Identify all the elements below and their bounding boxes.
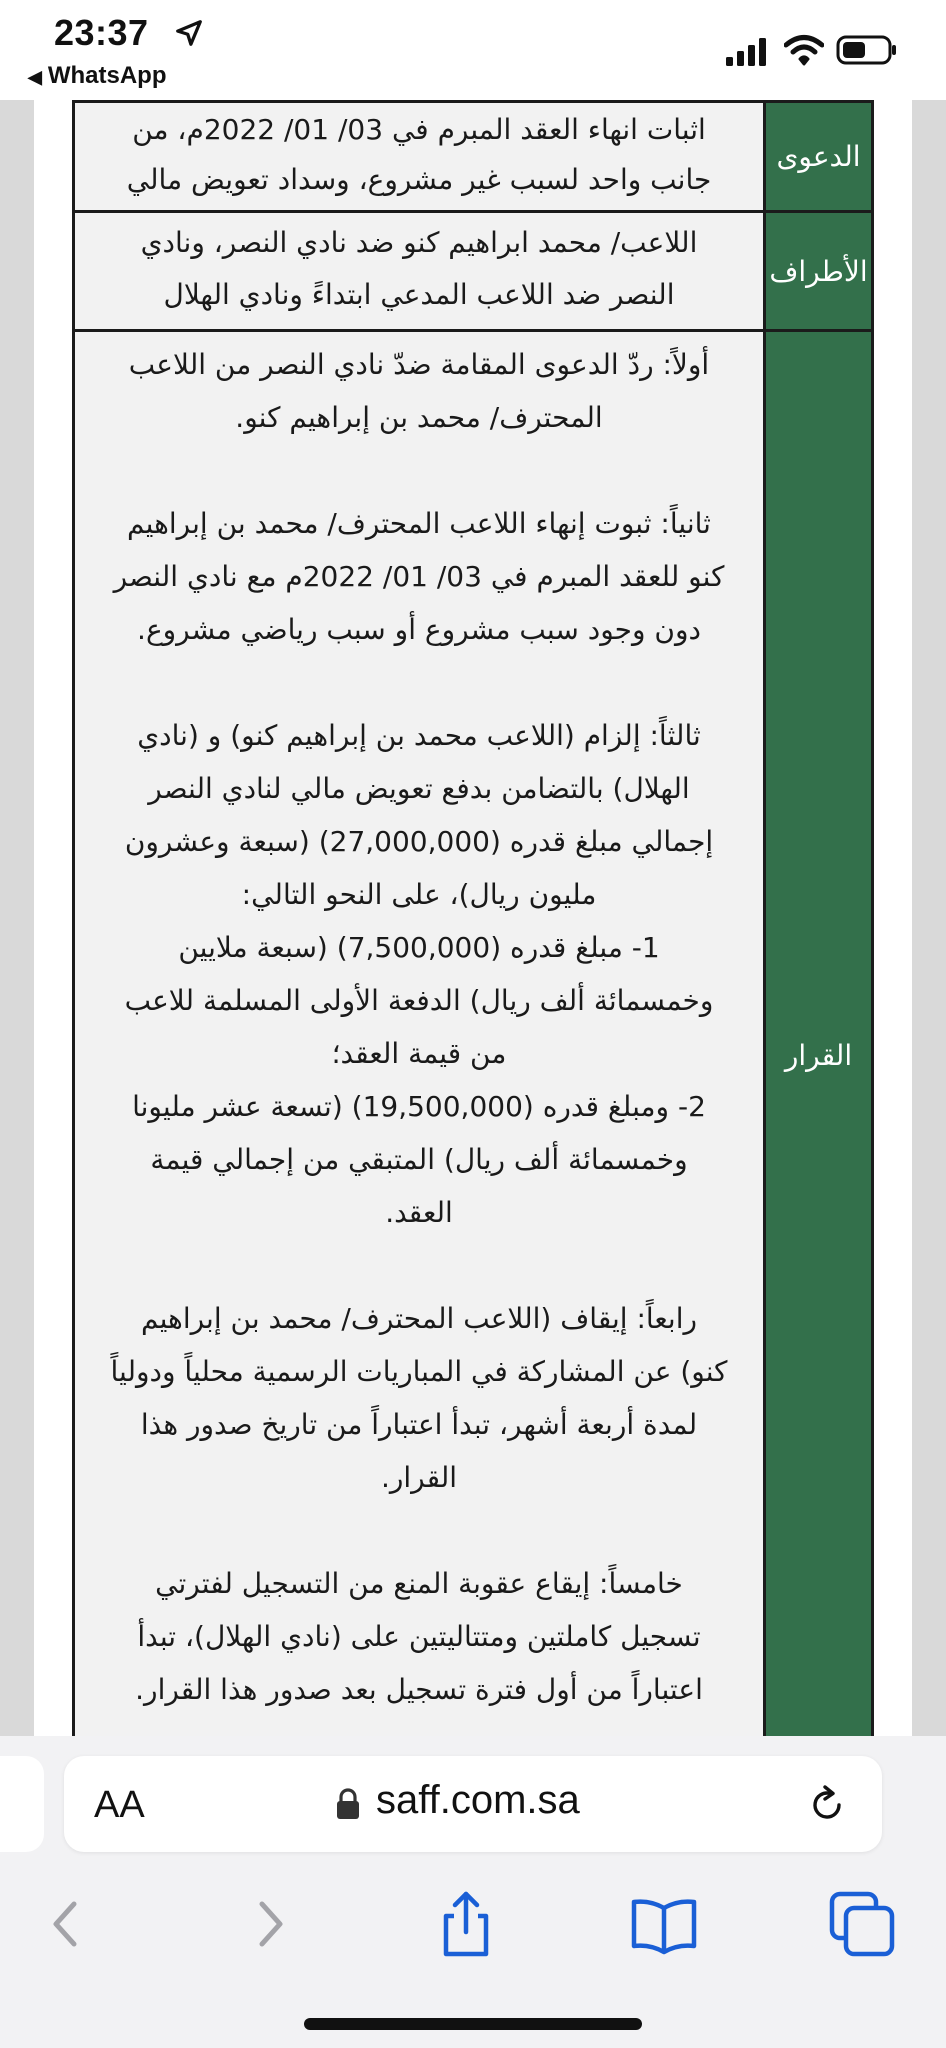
- bookmarks-button[interactable]: [628, 1888, 700, 1960]
- decision-paragraph-first: [75, 338, 763, 444]
- decision-line: وخمسمائة ألف ريال) الدفعة الأولى المسلمة للاعب: [124, 984, 714, 1017]
- share-icon: [430, 1888, 502, 1960]
- url-text[interactable]: saff.com.sa: [376, 1778, 580, 1822]
- decision-paragraph-second: [75, 497, 763, 656]
- bookmarks-icon: [628, 1888, 700, 1960]
- table-row-claim: [74, 102, 873, 212]
- decision-line: اعتباراً من أول فترة تسجيل بعد صدور هذا القرار.: [135, 1673, 703, 1706]
- share-button[interactable]: [430, 1888, 502, 1960]
- decision-line: القرار.: [380, 1461, 458, 1494]
- decision-line: ثانياً: ثبوت إنهاء اللاعب المحترف/ محمد بن إبراهيم: [127, 507, 711, 540]
- decision-line: رابعاً: إيقاف (اللاعب المحترف/ محمد بن إبراهيم: [140, 1302, 698, 1335]
- decision-line: لمدة أربعة أشهر، تبدأ اعتباراً من تاريخ صدور هذا: [140, 1408, 698, 1441]
- decision-line: 1- مبلغ قدره (7,500,000) (سبعة ملايين: [178, 931, 660, 964]
- row-label-decision: القرار: [765, 331, 873, 1737]
- row-label-parties: الأطراف: [765, 212, 873, 331]
- content-column: [34, 100, 912, 1736]
- row-content-claim: [74, 102, 765, 212]
- location-arrow-icon: [174, 18, 204, 48]
- forward-chevron-icon: [234, 1888, 306, 1960]
- table-row-decision: [74, 331, 873, 1737]
- claim-line: جانب واحد لسبب غير مشروع، وسداد تعويض مالي: [126, 163, 712, 196]
- previous-tab-preview[interactable]: [0, 1756, 44, 1852]
- back-triangle-icon: ◀: [28, 67, 42, 87]
- claim-line: اثبات انهاء العقد المبرم في 03/ 01/ 2022م، من: [132, 113, 706, 146]
- wifi-icon: [784, 34, 824, 66]
- decision-line: ثالثاً: إلزام (اللاعب محمد بن إبراهيم كنو) و (نادي: [137, 719, 701, 752]
- row-content-parties: [74, 212, 765, 331]
- browser-toolbar: [0, 1874, 946, 2048]
- address-field[interactable]: [64, 1756, 882, 1852]
- decision-paragraph-third: [75, 709, 763, 1239]
- decision-line: كنو) عن المشاركة في المباريات الرسمية محلياً ودولياً: [110, 1355, 728, 1388]
- parties-line: اللاعب/ محمد ابراهيم كنو ضد نادي النصر، ونادي: [140, 226, 698, 259]
- table-row-parties: [74, 212, 873, 331]
- decision-line: خامساً: إيقاع عقوبة المنع من التسجيل لفترتي: [155, 1567, 683, 1600]
- signal-icon: [726, 38, 770, 66]
- lock-icon: [336, 1788, 360, 1820]
- web-page-content[interactable]: [0, 100, 946, 1736]
- decision-line: من قيمة العقد؛: [331, 1037, 507, 1070]
- decision-line: دون وجود سبب مشروع أو سبب رياضي مشروع.: [137, 613, 701, 646]
- browser-address-bar: [0, 1736, 946, 1874]
- battery-icon: [836, 34, 898, 66]
- decision-line: 2- ومبلغ قدره (19,500,000) (تسعة عشر مليونا: [132, 1090, 706, 1123]
- tabs-button[interactable]: [826, 1888, 898, 1960]
- status-bar: [0, 0, 946, 100]
- decision-line: كنو للعقد المبرم في 03/ 01/ 2022م مع نادي النصر: [113, 560, 725, 593]
- reload-icon[interactable]: [806, 1784, 848, 1826]
- decision-line: أولاً: ردّ الدعوى المقامة ضدّ نادي النصر من اللاعب: [128, 348, 710, 381]
- forward-button[interactable]: [234, 1888, 306, 1960]
- back-button[interactable]: [30, 1888, 102, 1960]
- status-time: 23:37: [54, 12, 149, 53]
- decision-line: مليون ريال)، على النحو التالي:: [241, 878, 597, 911]
- parties-line: النصر ضد اللاعب المدعي ابتداءً ونادي الهلال: [163, 278, 675, 311]
- decision-line: تسجيل كاملتين ومتتاليتين على (نادي الهلال)، تبدأ: [137, 1620, 701, 1653]
- ruling-table: [72, 100, 874, 1736]
- row-content-decision: [74, 331, 765, 1737]
- decision-line: الهلال) بالتضامن بدفع تعويض مالي لنادي النصر: [148, 772, 690, 805]
- home-indicator[interactable]: [304, 2018, 642, 2030]
- decision-line: المحترف/ محمد بن إبراهيم كنو.: [235, 401, 603, 434]
- decision-paragraph-fourth: [75, 1292, 763, 1504]
- back-chevron-icon: [30, 1888, 102, 1960]
- decision-paragraph-fifth: [75, 1557, 763, 1716]
- tabs-icon: [826, 1888, 898, 1960]
- decision-line: العقد.: [385, 1196, 453, 1229]
- back-to-app-button[interactable]: [28, 62, 167, 90]
- decision-line: وخمسمائة ألف ريال) المتبقي من إجمالي قيمة: [150, 1143, 688, 1176]
- back-app-label: WhatsApp: [47, 62, 167, 89]
- row-label-claim: الدعوى: [765, 102, 873, 212]
- decision-line: إجمالي مبلغ قدره (27,000,000) (سبعة وعشرون: [124, 825, 714, 858]
- text-size-button[interactable]: AA: [94, 1784, 145, 1826]
